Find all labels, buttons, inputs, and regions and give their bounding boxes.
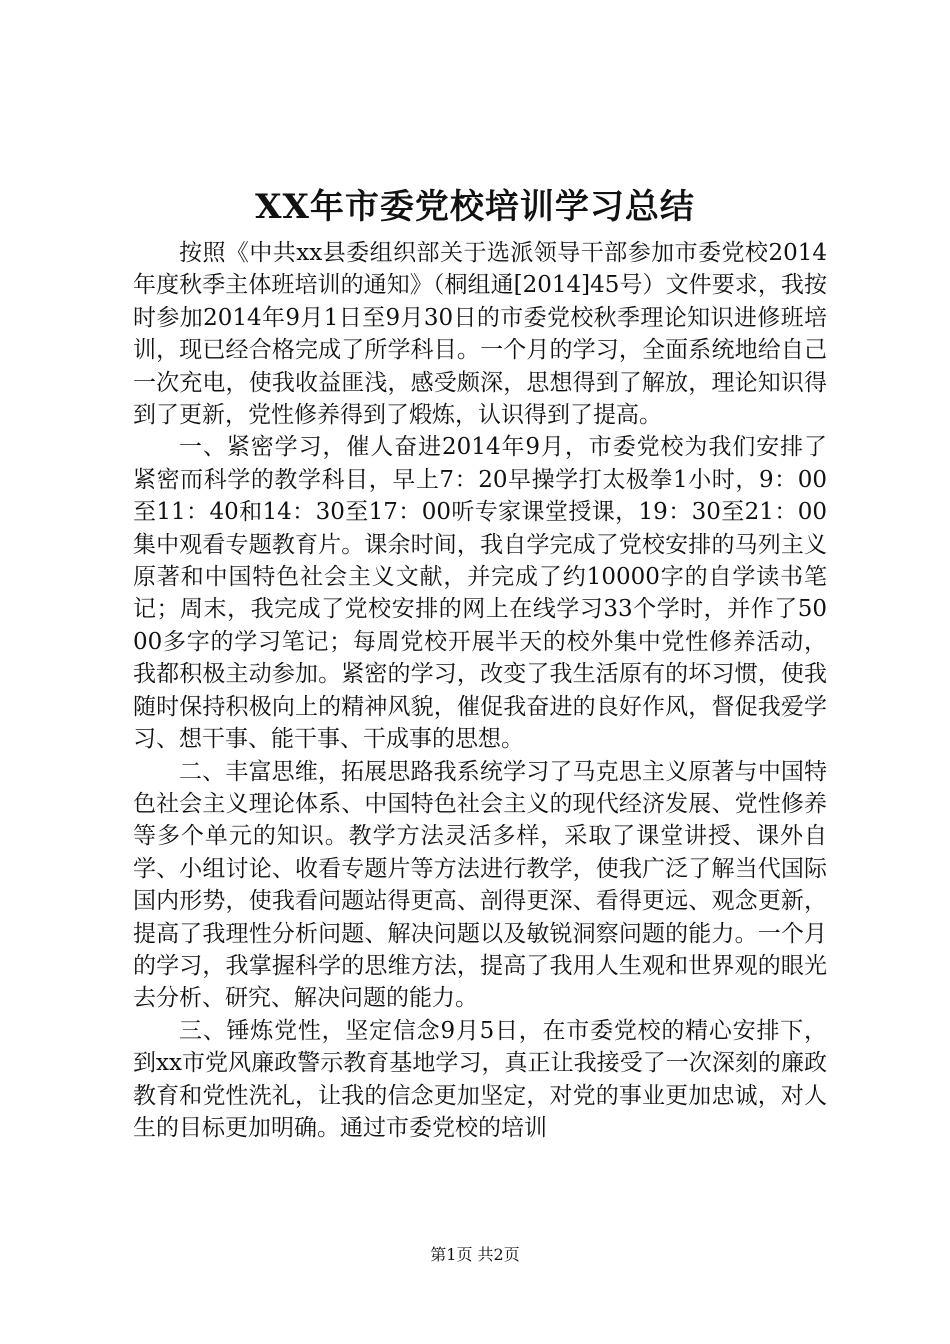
paragraph-section-2: 二、丰富思维，拓展思路我系统学习了马克思主义原著与中国特色社会主义理论体系、中国特色社会主义的现代经济发展、党性修养等多个单元的知识。教学方法灵活多样，采取了课堂讲授、课外自学、小组讨论、收看专题片等方法进行教学，使我广泛了解当代国际国内形势，使我看问题站得更高、剖得更深、看得更远、观念更新，提高了我理性分析问题、解决问题以及敏锐洞察问题的能力。一个月的学习，我掌握科学的思维方法，提高了我用人生观和世界观的眼光去分析、研究、解决问题的能力。	[133, 758, 827, 1012]
paragraph-section-1: 一、紧密学习，催人奋进2014年9月，市委党校为我们安排了紧密而科学的教学科目，早上7：20早操学打太极拳1小时，9：00至11：40和14：30至17：00听专家课堂授课，19：30至21：00集中观看专题教育片。课余时间，我自学完成了党校安排的马列主义原著和中国特色社会主义文献，并完成了约10000字的自学读书笔记；周末，我完成了党校安排的网上在线学习33个学时，并作了5000多字的学习笔记；每周党校开展半天的校外集中党性修养活动，我都积极主动参加。紧密的学习，改变了我生活原有的坏习惯，使我随时保持积极向上的精神风貌，催促我奋进的良好作风，督促我爱学习、想干事、能干事、干成事的思想。	[133, 434, 827, 753]
document-title: XX年市委党校培训学习总结	[255, 187, 695, 227]
paragraph-section-3: 三、锤炼党性，坚定信念9月5日，在市委党校的精心安排下，到xx市党风廉政警示教育基地学习，真正让我接受了一次深刻的廉政教育和党性洗礼，让我的信念更加坚定，对党的事业更加忠诚，对人生的目标更加明确。通过市委党校的培训	[133, 1017, 827, 1141]
page-number-footer: 第1页 共2页	[430, 1245, 520, 1264]
paragraph-intro: 按照《中共xx县委组织部关于选派领导干部参加市委党校2014年度秋季主体班培训的通知》（桐组通[2014]45号）文件要求，我按时参加2014年9月1日至9月30日的市委党校秋季理论知识进修班培训，现已经合格完成了所学科目。一个月的学习，全面系统地给自己一次充电，使我收益匪浅，感受颇深，思想得到了解放，理论知识得到了更新，党性修养得到了煅炼，认识得到了提高。	[133, 240, 827, 429]
document-body	[133, 237, 827, 1144]
